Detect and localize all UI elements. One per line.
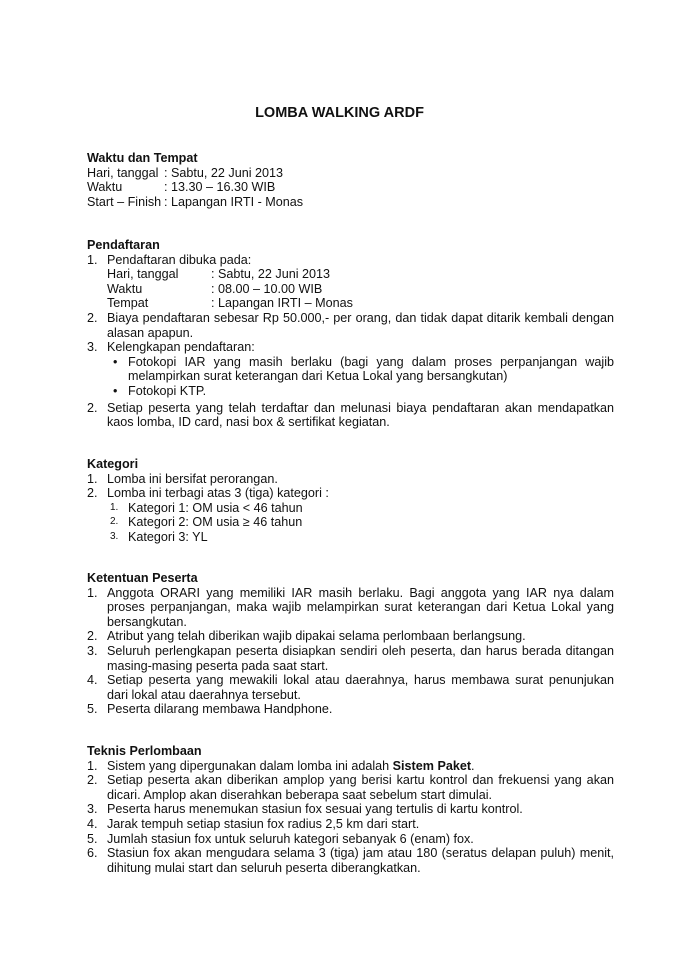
item-text: Seluruh perlengkapan peserta disiapkan sendiri oleh peserta, dan harus berada ditangan masing-masing peserta pada saat start. bbox=[107, 643, 614, 673]
item-text: Lomba ini bersifat perorangan. bbox=[107, 471, 278, 486]
item-number: 3. bbox=[87, 340, 98, 355]
section-kategori bbox=[87, 457, 614, 545]
section-heading: Kategori bbox=[87, 457, 139, 471]
item-text: Setiap peserta akan diberikan amplop yang berisi kartu kontrol dan frekuensi yang akan dicari. Amplop akan diserahkan beberapa saat sebelum start dimulai. bbox=[107, 773, 614, 802]
item-number: 2. bbox=[87, 486, 98, 501]
item-number: 4. bbox=[87, 673, 98, 688]
item-number: 2. bbox=[87, 400, 98, 415]
item-text: Stasiun fox akan mengudara selama 3 (tiga) jam atau 180 (seratus delapan puluh) menit, dihitung mulai start dan seluruh peserta diberangkatkan. bbox=[107, 846, 614, 875]
info-label: Hari, tanggal bbox=[87, 165, 159, 180]
list-item bbox=[87, 629, 614, 644]
item-text: Jarak tempuh setiap stasiun fox radius 2,5 km dari start. bbox=[107, 816, 420, 831]
item-number: 2. bbox=[87, 629, 98, 644]
info-value: : Lapangan IRTI - Monas bbox=[164, 194, 304, 209]
item-number: 1. bbox=[87, 758, 98, 773]
info-row bbox=[107, 267, 614, 282]
item-text: Kategori 2: OM usia ≥ 46 tahun bbox=[128, 515, 303, 530]
section-heading: Waktu dan Tempat bbox=[87, 151, 198, 165]
list-item bbox=[87, 586, 614, 630]
info-label: Tempat bbox=[107, 296, 149, 311]
info-row bbox=[87, 195, 614, 210]
item-text: Peserta harus menemukan stasiun fox sesuai yang tertulis di kartu kontrol. bbox=[107, 802, 523, 817]
item-text-part: . bbox=[471, 758, 475, 773]
info-row bbox=[87, 166, 614, 181]
bullet-item bbox=[107, 355, 614, 384]
section-waktu-tempat bbox=[87, 151, 614, 209]
list-item bbox=[87, 802, 614, 817]
list-item bbox=[87, 340, 614, 355]
info-label: Start – Finish bbox=[87, 194, 162, 209]
list-item bbox=[87, 673, 614, 702]
item-number: 1. bbox=[87, 471, 98, 486]
item-number: 2. bbox=[87, 773, 98, 788]
info-value: : 13.30 – 16.30 WIB bbox=[164, 180, 276, 195]
item-number: 3. bbox=[87, 802, 98, 817]
item-text: Lomba ini terbagi atas 3 (tiga) kategori : bbox=[107, 486, 329, 501]
item-number: 4. bbox=[87, 816, 98, 831]
list-item bbox=[87, 832, 614, 847]
item-text: Atribut yang telah diberikan wajib dipakai selama perlombaan berlangsung. bbox=[107, 629, 526, 644]
section-ketentuan-peserta bbox=[87, 571, 614, 717]
list-item bbox=[87, 253, 614, 268]
item-number: 2. bbox=[110, 516, 119, 528]
info-label: Waktu bbox=[107, 281, 143, 296]
item-text: Pendaftaran dibuka pada: bbox=[107, 252, 252, 267]
info-value: : Sabtu, 22 Juni 2013 bbox=[211, 267, 331, 282]
info-value: : Sabtu, 22 Juni 2013 bbox=[164, 165, 284, 180]
info-value: : 08.00 – 10.00 WIB bbox=[211, 281, 323, 296]
section-heading: Pendaftaran bbox=[87, 238, 160, 252]
item-number: 5. bbox=[87, 831, 98, 846]
bullet-icon: • bbox=[113, 383, 118, 398]
item-text: Anggota ORARI yang memiliki IAR masih berlaku. Bagi anggota yang IAR nya dalam proses perpanjangan, maka wajib melampirkan surat keterangan dari Ketua Lokal yang bersangkutan. bbox=[107, 585, 614, 629]
list-item bbox=[87, 644, 614, 673]
item-number: 1. bbox=[110, 501, 119, 513]
list-item bbox=[87, 472, 614, 487]
item-number: 1. bbox=[87, 585, 98, 600]
list-item bbox=[87, 311, 614, 340]
bullet-icon: • bbox=[113, 354, 118, 369]
list-item bbox=[87, 846, 614, 875]
section-heading: Teknis Perlombaan bbox=[87, 744, 202, 758]
item-number: 2. bbox=[87, 310, 98, 325]
item-text-part: Sistem yang dipergunakan dalam lomba ini adalah bbox=[107, 758, 393, 773]
item-text: Setiap peserta yang telah terdaftar dan melunasi biaya pendaftaran akan mendapatkan kaos lomba, ID card, nasi box & sertifikat kegiatan. bbox=[107, 400, 614, 430]
item-text-bold: Sistem Paket bbox=[392, 758, 472, 773]
item-number: 5. bbox=[87, 702, 98, 717]
item-text: Fotokopi IAR yang masih berlaku (bagi yang dalam proses perpanjangan wajib melampirkan surat keterangan dari Ketua Lokal yang bersangkutan) bbox=[128, 354, 614, 384]
section-teknis-perlombaan bbox=[87, 744, 614, 875]
item-text: Fotokopi KTP. bbox=[128, 383, 207, 398]
list-item bbox=[87, 773, 614, 802]
sub-item bbox=[107, 530, 614, 545]
item-text bbox=[107, 759, 614, 774]
sub-item bbox=[107, 501, 614, 516]
item-text: Setiap peserta yang mewakili lokal atau daerahnya, harus membawa surat penunjukan dari lokal atau daerahnya tersebut. bbox=[107, 673, 614, 702]
item-number: 3. bbox=[110, 530, 119, 542]
section-pendaftaran bbox=[87, 238, 614, 430]
document-title: LOMBA WALKING ARDF bbox=[255, 105, 424, 121]
item-number: 6. bbox=[87, 846, 98, 861]
bullet-item bbox=[107, 384, 614, 399]
item-text: Jumlah stasiun fox untuk seluruh kategori sebanyak 6 (enam) fox. bbox=[107, 831, 474, 846]
info-row bbox=[107, 282, 614, 297]
item-text: Kategori 1: OM usia < 46 tahun bbox=[128, 500, 303, 515]
item-number: 1. bbox=[87, 252, 98, 267]
list-item bbox=[87, 401, 614, 430]
info-row bbox=[87, 180, 614, 195]
item-number: 3. bbox=[87, 643, 98, 658]
list-item bbox=[87, 759, 614, 774]
info-label: Hari, tanggal bbox=[107, 267, 179, 282]
section-heading: Ketentuan Peserta bbox=[87, 571, 198, 585]
list-item bbox=[87, 817, 614, 832]
item-text: Biaya pendaftaran sebesar Rp 50.000,- per orang, dan tidak dapat ditarik kembali dengan alasan apapun. bbox=[107, 310, 614, 340]
sub-item bbox=[107, 515, 614, 530]
item-text: Peserta dilarang membawa Handphone. bbox=[107, 702, 333, 717]
info-label: Waktu bbox=[87, 180, 123, 195]
list-item bbox=[87, 702, 614, 717]
list-item bbox=[87, 486, 614, 501]
item-text: Kategori 3: YL bbox=[128, 529, 208, 544]
item-text: Kelengkapan pendaftaran: bbox=[107, 340, 255, 355]
info-value: : Lapangan IRTI – Monas bbox=[211, 296, 353, 311]
info-row bbox=[107, 296, 614, 311]
